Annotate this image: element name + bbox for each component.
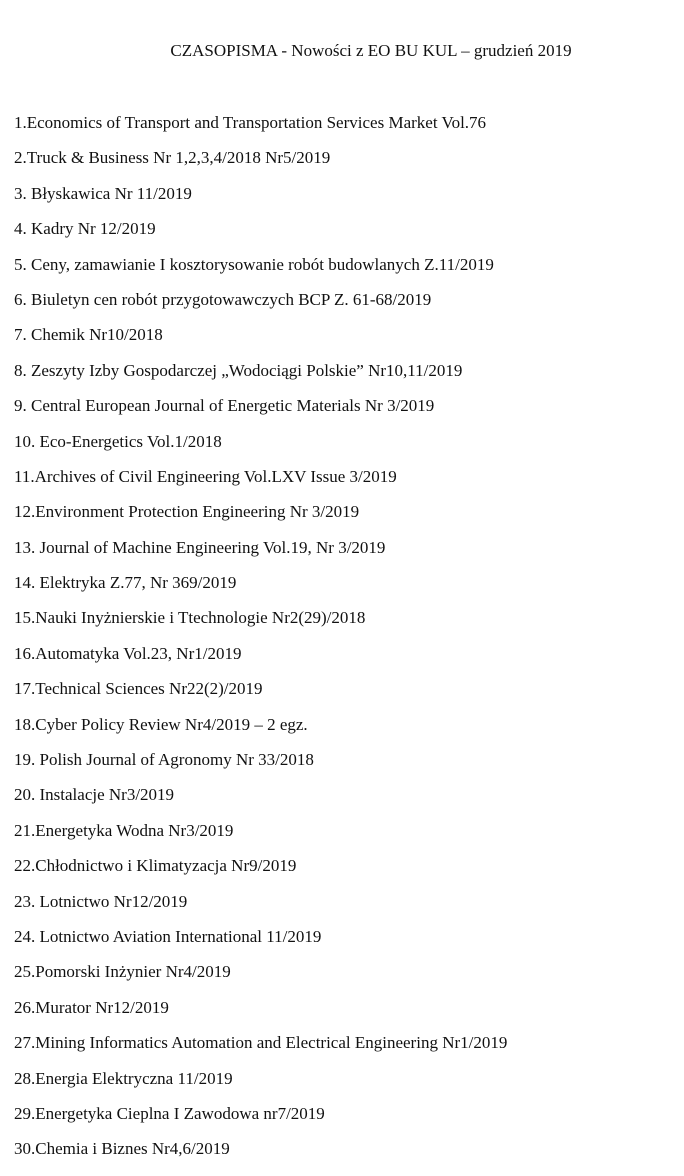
- list-item: 9. Central European Journal of Energetic Materials Nr 3/2019: [14, 396, 435, 416]
- list-item: 8. Zeszyty Izby Gospodarczej „Wodociągi Polskie” Nr10,11/2019: [14, 360, 463, 380]
- list-item: 2.Truck & Business Nr 1,2,3,4/2018 Nr5/2019: [14, 148, 331, 168]
- list-item: 14. Elektryka Z.77, Nr 369/2019: [14, 573, 237, 593]
- list-item: 21.Energetyka Wodna Nr3/2019: [14, 820, 234, 840]
- list-item: 11.Archives of Civil Engineering Vol.LXV Issue 3/2019: [14, 466, 397, 486]
- list-item: 22.Chłodnictwo i Klimatyzacja Nr9/2019: [14, 856, 297, 876]
- list-item: 4. Kadry Nr 12/2019: [14, 219, 156, 239]
- journal-list: [14, 111, 507, 1173]
- list-item: 16.Automatyka Vol.23, Nr1/2019: [14, 643, 242, 663]
- list-item: 10. Eco-Energetics Vol.1/2018: [14, 431, 222, 451]
- list-item: 7. Chemik Nr10/2018: [14, 325, 163, 345]
- document-title-row: [0, 39, 684, 63]
- list-item: 3. Błyskawica Nr 11/2019: [14, 183, 192, 203]
- list-item: 13. Journal of Machine Engineering Vol.19, Nr 3/2019: [14, 537, 386, 557]
- list-item: 18.Cyber Policy Review Nr4/2019 – 2 egz.: [14, 714, 308, 734]
- list-item: 1.Economics of Transport and Transportation Services Market Vol.76: [14, 113, 487, 132]
- list-item: 5. Ceny, zamawianie I kosztorysowanie robót budowlanych Z.11/2019: [14, 254, 494, 274]
- list-item: 27.Mining Informatics Automation and Electrical Engineering Nr1/2019: [14, 1033, 508, 1053]
- list-item: 24. Lotnictwo Aviation International 11/2019: [14, 926, 322, 946]
- list-item: 29.Energetyka Cieplna I Zawodowa nr7/2019: [14, 1103, 325, 1123]
- list-item: 6. Biuletyn cen robót przygotowawczych BCP Z. 61-68/2019: [14, 289, 432, 309]
- list-item: 19. Polish Journal of Agronomy Nr 33/2018: [14, 750, 314, 770]
- list-item: 30.Chemia i Biznes Nr4,6/2019: [14, 1139, 230, 1159]
- list-item: 26.Murator Nr12/2019: [14, 997, 169, 1017]
- document-title: CZASOPISMA - Nowości z EO BU KUL – grudzień 2019: [170, 41, 572, 60]
- list-item: 12.Environment Protection Engineering Nr 3/2019: [14, 502, 360, 522]
- list-item: 17.Technical Sciences Nr22(2)/2019: [14, 679, 263, 699]
- list-item: 20. Instalacje Nr3/2019: [14, 785, 175, 805]
- list-item: 28.Energia Elektryczna 11/2019: [14, 1068, 233, 1088]
- list-item: 15.Nauki Inyżnierskie i Ttechnologie Nr2(29)/2018: [14, 608, 366, 628]
- list-item: 23. Lotnictwo Nr12/2019: [14, 891, 188, 911]
- list-item: 25.Pomorski Inżynier Nr4/2019: [14, 962, 231, 982]
